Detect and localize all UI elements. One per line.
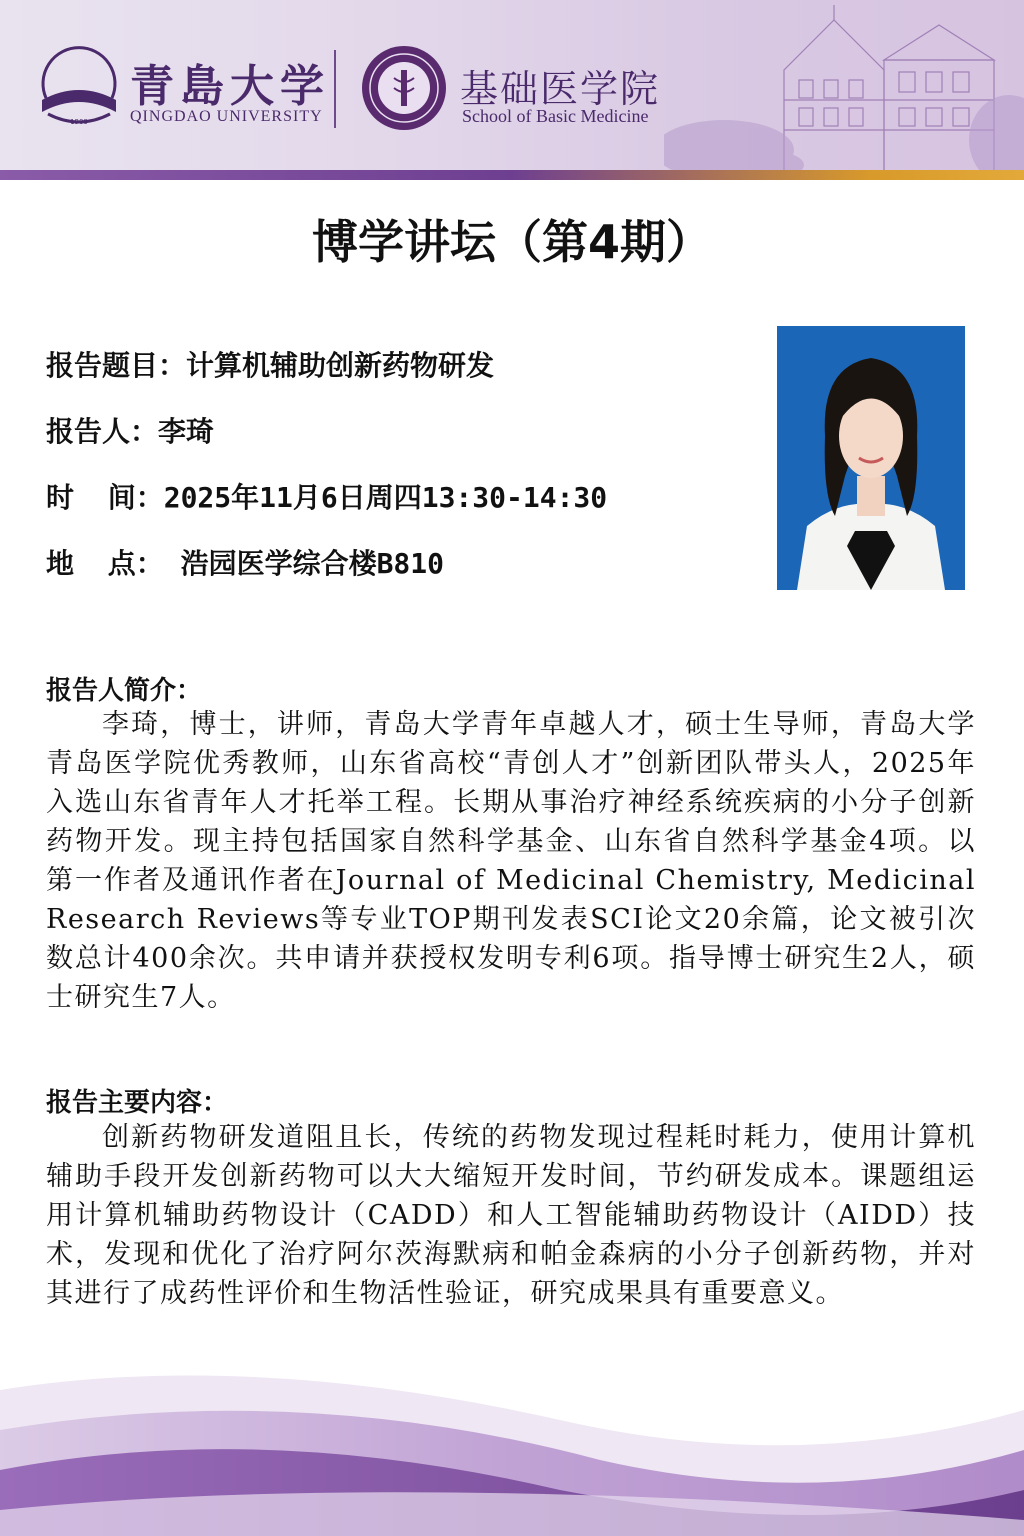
decorative-bottom-wave: [0, 1350, 1024, 1536]
bio-paragraph: 李琦，博士，讲师，青岛大学青年卓越人才，硕士生导师，青岛大学青岛医学院优秀教师，山东省高校“青创人才”创新团队带头人，2025年入选山东省青年人才托举工程。长期从事治疗神经系统疾病的小分子创新药物开发。现主持包括国家自然科学基金、山东省自然科学基金4项。以第一作者及通讯作者在Journal of Medicinal Chemistry, Medicinal Research Reviews等专业TOP期刊发表SCI论文20余篇，论文被引次数总计400余次。共申请并获授权发明专利6项。指导博士研究生2人，硕士研究生7人。: [46, 709, 976, 1013]
university-name-en: QINGDAO UNIVERSITY: [130, 108, 323, 125]
qingdao-university-logo: [38, 40, 120, 128]
speaker-photo: [777, 326, 965, 590]
campus-building-illustration: [664, 0, 1024, 172]
university-name-cn: 青島大学: [130, 61, 330, 112]
content-paragraph: 创新药物研发道阻且长，传统的药物发现过程耗时耗力，使用计算机辅助手段开发创新药物可以大大缩短开发时间，节约研发成本。课题组运用计算机辅助药物设计（CADD）和人工智能辅助药物设计（AIDD）技术，发现和优化了治疗阿尔茨海默病和帕金森病的小分子创新药物，并对其进行了成药性评价和生物活性验证，研究成果具有重要意义。: [46, 1122, 976, 1309]
info-speaker: 报告人：李琦: [46, 415, 215, 448]
info-time: 时 间：2025年11月6日周四13:30-14:30: [46, 481, 608, 514]
school-name-cn: 基础医学院: [460, 67, 661, 111]
school-name-en: School of Basic Medicine: [462, 106, 649, 126]
content-heading: 报告主要内容：: [46, 1088, 229, 1118]
bio-heading: 报告人简介：: [46, 676, 203, 706]
info-topic: 报告题目：计算机辅助创新药物研发: [46, 349, 495, 382]
page-title: 博学讲坛（第4期）: [311, 215, 712, 269]
school-seal-logo: [360, 44, 448, 132]
header-banner: [0, 0, 1024, 172]
svg-text:1909: 1909: [70, 118, 88, 126]
header-color-band: [0, 170, 1024, 180]
header-divider: [334, 50, 336, 128]
info-location: 地 点： 浩园医学综合楼B810: [46, 547, 445, 580]
